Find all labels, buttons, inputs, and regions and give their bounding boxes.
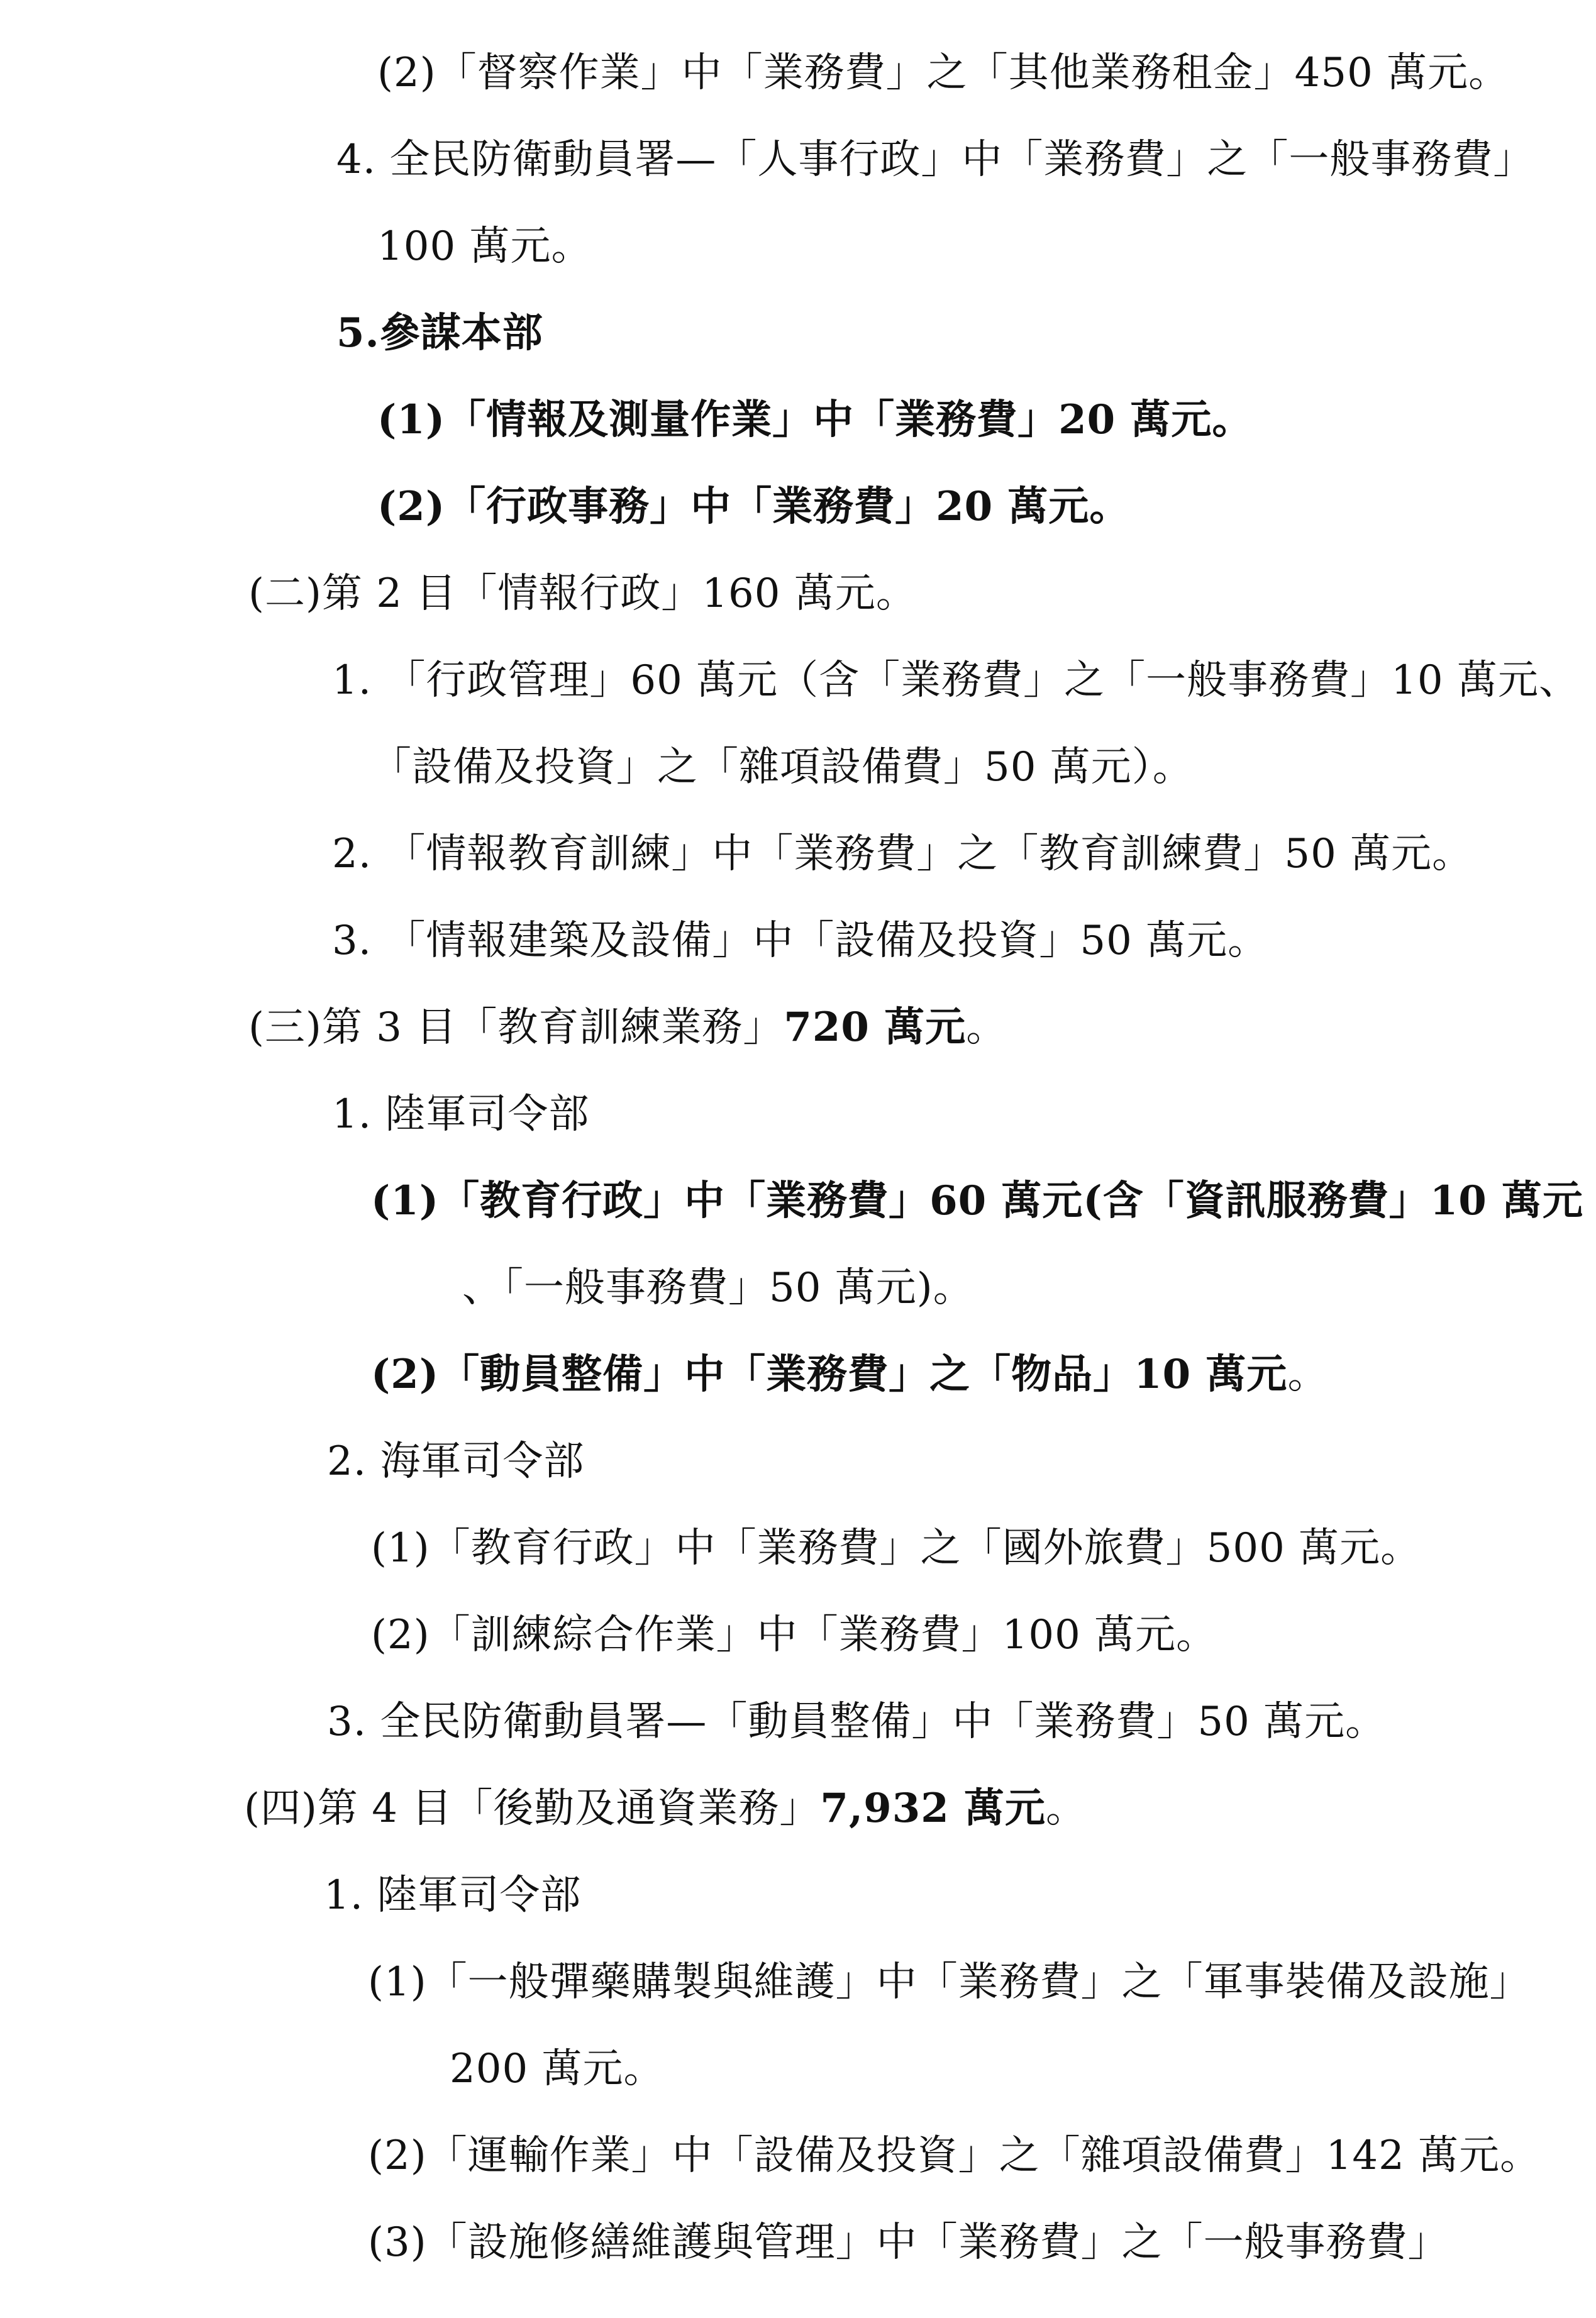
text-segment: 5.參謀本部 [336,309,543,357]
text-segment: (2)「督察作業」中「業務費」之「其他業務租金」450 萬元。 [377,50,1510,96]
text-segment: 2. 「情報教育訓練」中「業務費」之「教育訓練費」50 萬元。 [332,831,1473,877]
text-segment: 4. 全民防衛動員署—「人事行政」中「業務費」之「一般事務費」 [336,136,1534,183]
text-segment: (2)「行政事務」中「業務費」20 萬元。 [377,483,1131,530]
text-line-22 [324,1870,581,1921]
text-segment: (2)「訓練綜合作業」中「業務費」100 萬元。 [371,1612,1217,1658]
text-segment: (2)「運輸作業」中「設備及投資」之「雜項設備費」142 萬元。 [368,2132,1541,2179]
text-segment: 200 萬元。 [450,2046,665,2092]
text-line-21 [244,1783,1087,1834]
text-line-15 [462,1263,974,1313]
text-segment: 1. 陸軍司令部 [332,1091,590,1138]
text-line-7 [248,568,917,619]
text-segment: 3. 全民防衛動員署—「動員整備」中「業務費」50 萬元。 [327,1699,1387,1745]
text-segment: 7,932 萬元 [820,1785,1046,1832]
text-segment: (1)「情報及測量作業」中「業務費」20 萬元。 [377,396,1253,443]
text-segment: (1)「教育行政」中「業務費」60 萬元(含「資訊服務費」10 萬元 [371,1177,1584,1224]
text-segment: (1)「一般彈藥購製與維護」中「業務費」之「軍事裝備及設施」 [368,1959,1531,2005]
text-line-26 [368,2217,1449,2268]
text-line-13 [332,1089,589,1140]
text-line-24 [450,2044,665,2094]
text-line-16 [371,1350,1328,1400]
text-segment: 。 [1287,1351,1329,1398]
text-line-9 [371,742,1194,792]
text-line-10 [332,829,1473,879]
text-line-19 [371,1610,1217,1660]
text-line-11 [332,916,1268,966]
text-line-3 [377,221,592,272]
text-segment: 。 [966,1004,1007,1051]
text-segment: 「設備及投資」之「雜項設備費」50 萬元）。 [371,744,1194,790]
text-line-2 [336,135,1534,185]
text-segment: 2. 海軍司令部 [327,1438,585,1485]
text-segment: 。 [1046,1785,1087,1832]
text-line-6 [377,482,1130,532]
text-segment: 100 萬元。 [377,223,592,270]
text-line-23 [368,1957,1531,2007]
text-line-18 [371,1523,1421,1573]
text-line-17 [327,1436,584,1487]
text-segment: (3)「設施修繕維護與管理」中「業務費」之「一般事務費」 [368,2219,1449,2266]
text-segment: (三)第 3 目「教育訓練業務」 [248,1004,784,1051]
text-line-8 [332,655,1580,706]
text-segment: 1. 「行政管理」60 萬元（含「業務費」之「一般事務費」10 萬元、 [332,657,1580,704]
text-segment: (1)「教育行政」中「業務費」之「國外旅費」500 萬元。 [371,1525,1422,1572]
text-segment: 、「一般事務費」50 萬元)。 [462,1265,974,1311]
text-line-25 [368,2131,1541,2181]
text-line-20 [327,1697,1386,1747]
text-segment: (2)「動員整備」中「業務費」之「物品」10 萬元 [371,1351,1288,1398]
text-segment: (四)第 4 目「後勤及通資業務」 [244,1785,821,1832]
text-line-14 [371,1176,1583,1226]
text-line-12 [248,1002,1007,1053]
text-segment: 1. 陸軍司令部 [324,1872,582,1919]
text-segment: (二)第 2 目「情報行政」160 萬元。 [248,570,917,617]
text-segment: 3. 「情報建築及設備」中「設備及投資」50 萬元。 [332,918,1269,964]
text-line-4 [336,308,543,358]
text-line-5 [377,395,1253,445]
text-segment: 720 萬元 [784,1004,967,1051]
text-line-1 [377,48,1509,98]
